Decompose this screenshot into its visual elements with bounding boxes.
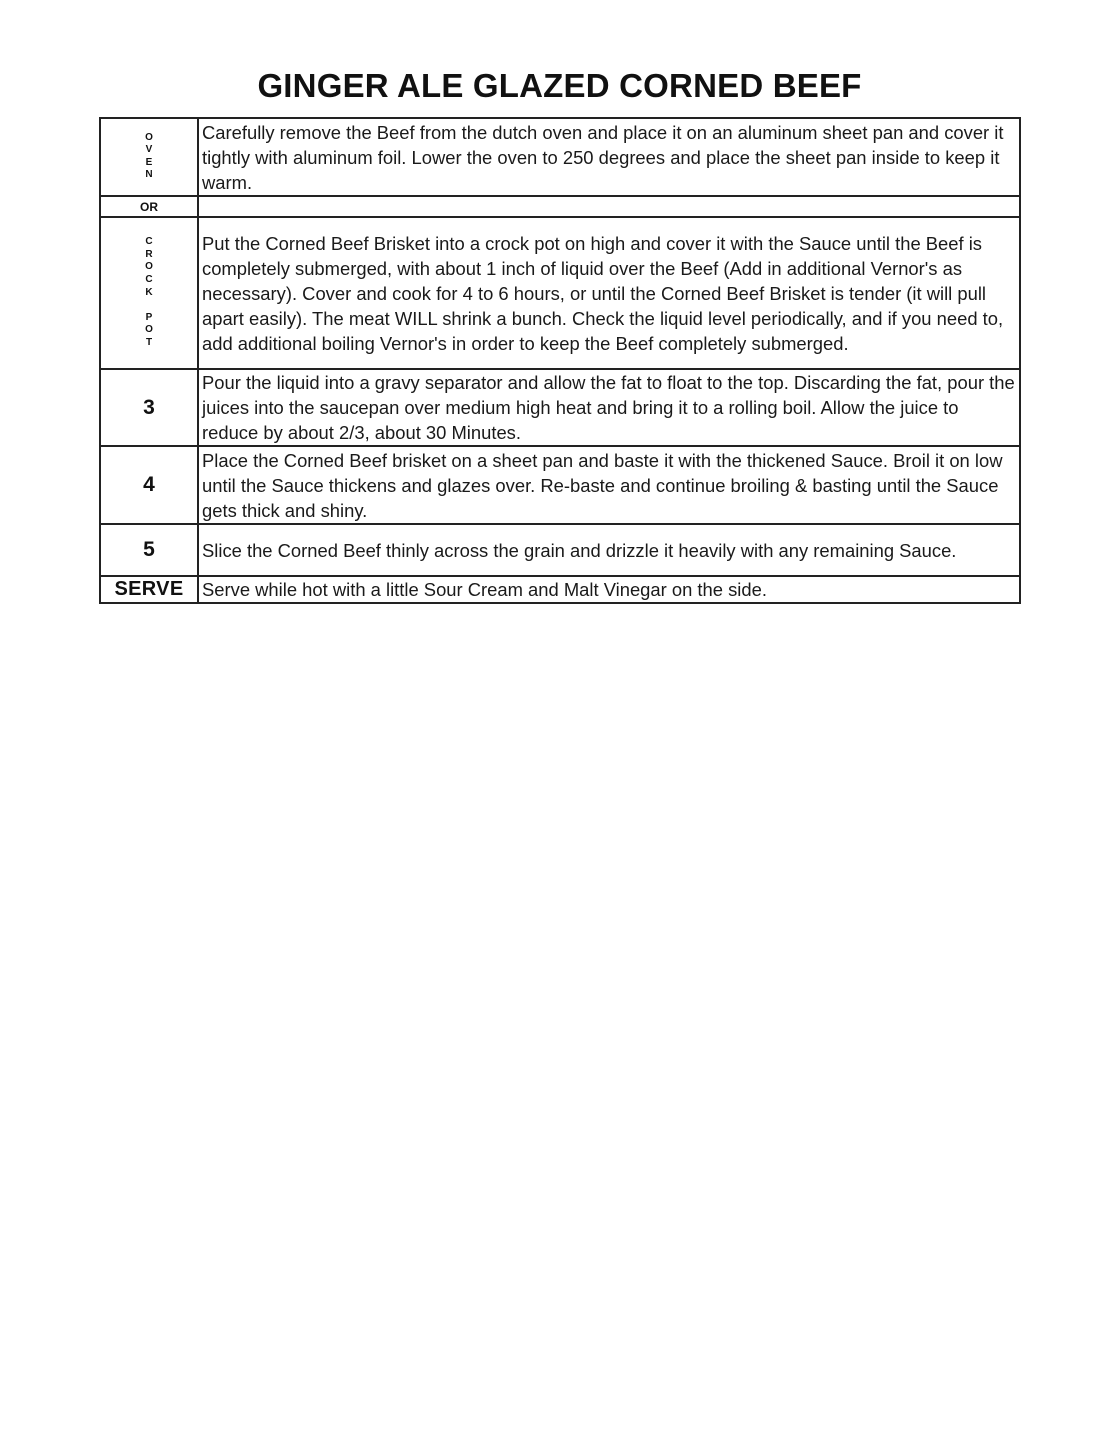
- step-number: 5: [143, 538, 155, 561]
- label-letter-gap: [145, 299, 153, 312]
- table-row: [100, 217, 1020, 369]
- label-letter: T: [145, 336, 153, 348]
- step-number: 3: [143, 395, 155, 419]
- step-label-serve: [100, 576, 198, 603]
- step-text: Serve while hot with a little Sour Cream and Malt Vinegar on the side.: [198, 576, 1020, 603]
- step-number: 4: [143, 473, 155, 496]
- label-letter: O: [145, 324, 153, 336]
- table-row: [100, 196, 1020, 217]
- label-letter: N: [145, 169, 153, 181]
- step-text: Carefully remove the Beef from the dutch oven and place it on an aluminum sheet pan and cover it tightly with aluminum foil. Lower the oven to 250 degrees and place the sheet pan inside to keep it warm.: [198, 118, 1020, 196]
- table-row: [100, 524, 1020, 576]
- step-label-5: [100, 524, 198, 576]
- step-text: [198, 196, 1020, 217]
- or-label: OR: [140, 199, 158, 214]
- table-row: [100, 369, 1020, 446]
- label-letter: P: [145, 311, 153, 323]
- recipe-steps-table: [99, 117, 1021, 604]
- label-letter: C: [145, 236, 153, 248]
- label-letter: K: [145, 286, 153, 298]
- serve-label: SERVE: [114, 578, 184, 600]
- page-title: GINGER ALE GLAZED CORNED BEEF: [257, 67, 862, 104]
- label-letter: E: [145, 156, 153, 168]
- step-label-oven: [100, 118, 198, 196]
- table-row: [100, 576, 1020, 603]
- step-text: Place the Corned Beef brisket on a sheet pan and baste it with the thickened Sauce. Broil it on low until the Sauce thickens and glazes over. Re-baste and continue broiling & basting until the Sauce gets thick and shiny.: [198, 446, 1020, 524]
- step-text: Put the Corned Beef Brisket into a crock pot on high and cover it with the Sauce until the Beef is completely submerged, with about 1 inch of liquid over the Beef (Add in additional Vernor's as necessary). Cover and cook for 4 to 6 hours, or until the Corned Beef Brisket is tender (it will pull apart easily). The meat WILL shrink a bunch. Check the liquid level periodically, and if you need to, add additional boiling Vernor's in order to keep the Beef completely submerged.: [198, 217, 1020, 369]
- label-letter: O: [145, 131, 153, 143]
- step-label-or: [100, 196, 198, 217]
- table-row: [100, 446, 1020, 524]
- table-row: [100, 118, 1020, 196]
- label-letter: C: [145, 273, 153, 285]
- step-text: Slice the Corned Beef thinly across the grain and drizzle it heavily with any remaining Sauce.: [198, 524, 1020, 576]
- step-label-3: [100, 369, 198, 446]
- label-letter: R: [145, 248, 153, 260]
- label-letter: O: [145, 261, 153, 273]
- step-label-crock-pot: [100, 217, 198, 369]
- step-text: Pour the liquid into a gravy separator and allow the fat to float to the top. Discarding the fat, pour the juices into the saucepan over medium high heat and bring it to a rolling boil. Allow the juice to reduce by about 2/3, about 30 Minutes.: [198, 369, 1020, 446]
- label-letter: V: [145, 144, 153, 156]
- step-label-4: [100, 446, 198, 524]
